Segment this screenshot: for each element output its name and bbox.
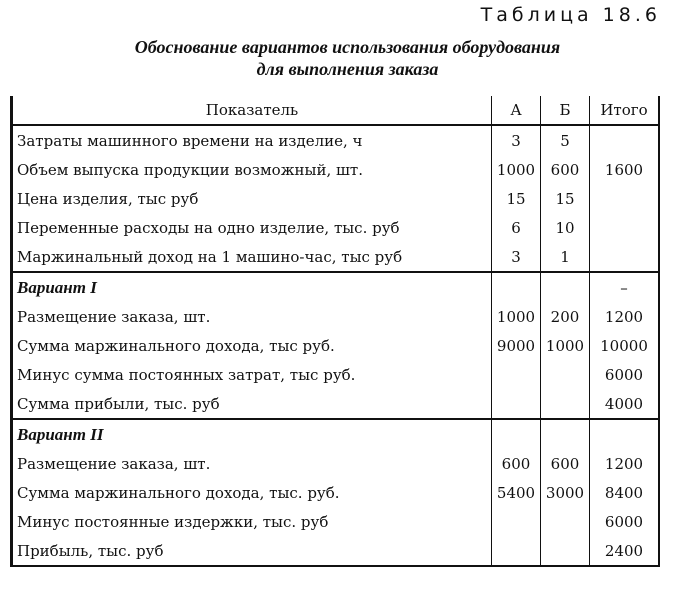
row-label: Минус постоянные издержки, тыс. руб [12, 507, 492, 536]
cell-total: 1200 [590, 302, 660, 331]
row-label: Переменные расходы на одно изделие, тыс. руб [12, 213, 492, 242]
row-label: Сумма прибыли, тыс. руб [12, 389, 492, 419]
table-row [12, 155, 660, 184]
table-row [12, 478, 660, 507]
table-row [12, 389, 660, 419]
table-number: Таблица 18.6 [480, 4, 661, 26]
cell-a: 5400 [492, 478, 541, 507]
table-header-row [12, 96, 660, 125]
row-label: Размещение заказа, шт. [12, 302, 492, 331]
table-row [12, 449, 660, 478]
row-label: Сумма маржинального дохода, тыс руб. [12, 331, 492, 360]
cell-total: 6000 [590, 360, 660, 389]
cell-a: 15 [492, 184, 541, 213]
row-label: Размещение заказа, шт. [12, 449, 492, 478]
cell-a: 3 [492, 125, 541, 155]
cell-a [492, 419, 541, 449]
cell-b [541, 536, 590, 566]
table-row [12, 213, 660, 242]
cell-a: 600 [492, 449, 541, 478]
cell-a [492, 360, 541, 389]
header-b: Б [541, 96, 590, 125]
cell-a [492, 272, 541, 302]
table-row [12, 302, 660, 331]
cell-a: 1000 [492, 302, 541, 331]
table-row [12, 507, 660, 536]
cell-b: 15 [541, 184, 590, 213]
cell-b [541, 507, 590, 536]
table-row [12, 184, 660, 213]
row-label: Затраты машинного времени на изделие, ч [12, 125, 492, 155]
cell-a: 9000 [492, 331, 541, 360]
cell-total [590, 184, 660, 213]
cell-total: 2400 [590, 536, 660, 566]
cell-b: 1000 [541, 331, 590, 360]
table-row [12, 242, 660, 272]
cell-b: 3000 [541, 478, 590, 507]
cell-b: 600 [541, 155, 590, 184]
cell-total [590, 125, 660, 155]
cell-b: 1 [541, 242, 590, 272]
cell-a: 6 [492, 213, 541, 242]
cell-a [492, 536, 541, 566]
cell-b: 10 [541, 213, 590, 242]
row-label: Минус сумма постоянных затрат, тыс руб. [12, 360, 492, 389]
table-row [12, 536, 660, 566]
cell-b: 200 [541, 302, 590, 331]
header-total: Итого [590, 96, 660, 125]
header-a: А [492, 96, 541, 125]
cell-total [590, 419, 660, 449]
cell-a [492, 507, 541, 536]
row-label: Маржинальный доход на 1 машино-час, тыс руб [12, 242, 492, 272]
cell-total: 10000 [590, 331, 660, 360]
cell-a: 3 [492, 242, 541, 272]
table-caption-line-2: для выполнения заказа [256, 59, 439, 79]
cell-b: 5 [541, 125, 590, 155]
row-label: Прибыль, тыс. руб [12, 536, 492, 566]
table-caption-line-1: Обоснование вариантов использования оборудования [134, 37, 561, 57]
data-table [10, 96, 660, 567]
cell-b [541, 360, 590, 389]
cell-b: 600 [541, 449, 590, 478]
row-label: Сумма маржинального дохода, тыс. руб. [12, 478, 492, 507]
cell-a: 1000 [492, 155, 541, 184]
row-label: Вариант II [12, 419, 492, 449]
cell-b [541, 272, 590, 302]
row-label: Вариант I [12, 272, 492, 302]
cell-total: – [590, 272, 660, 302]
row-label: Цена изделия, тыс руб [12, 184, 492, 213]
cell-a [492, 389, 541, 419]
cell-total: 8400 [590, 478, 660, 507]
cell-total: 6000 [590, 507, 660, 536]
cell-b [541, 419, 590, 449]
table-row [12, 360, 660, 389]
table-row [12, 331, 660, 360]
section-row [12, 272, 660, 302]
cell-total [590, 213, 660, 242]
cell-total: 1200 [590, 449, 660, 478]
cell-total: 1600 [590, 155, 660, 184]
cell-total [590, 242, 660, 272]
row-label: Объем выпуска продукции возможный, шт. [12, 155, 492, 184]
table-body [12, 125, 660, 566]
cell-total: 4000 [590, 389, 660, 419]
header-indicator: Показатель [12, 96, 492, 125]
section-row [12, 419, 660, 449]
cell-b [541, 389, 590, 419]
table-row [12, 125, 660, 155]
